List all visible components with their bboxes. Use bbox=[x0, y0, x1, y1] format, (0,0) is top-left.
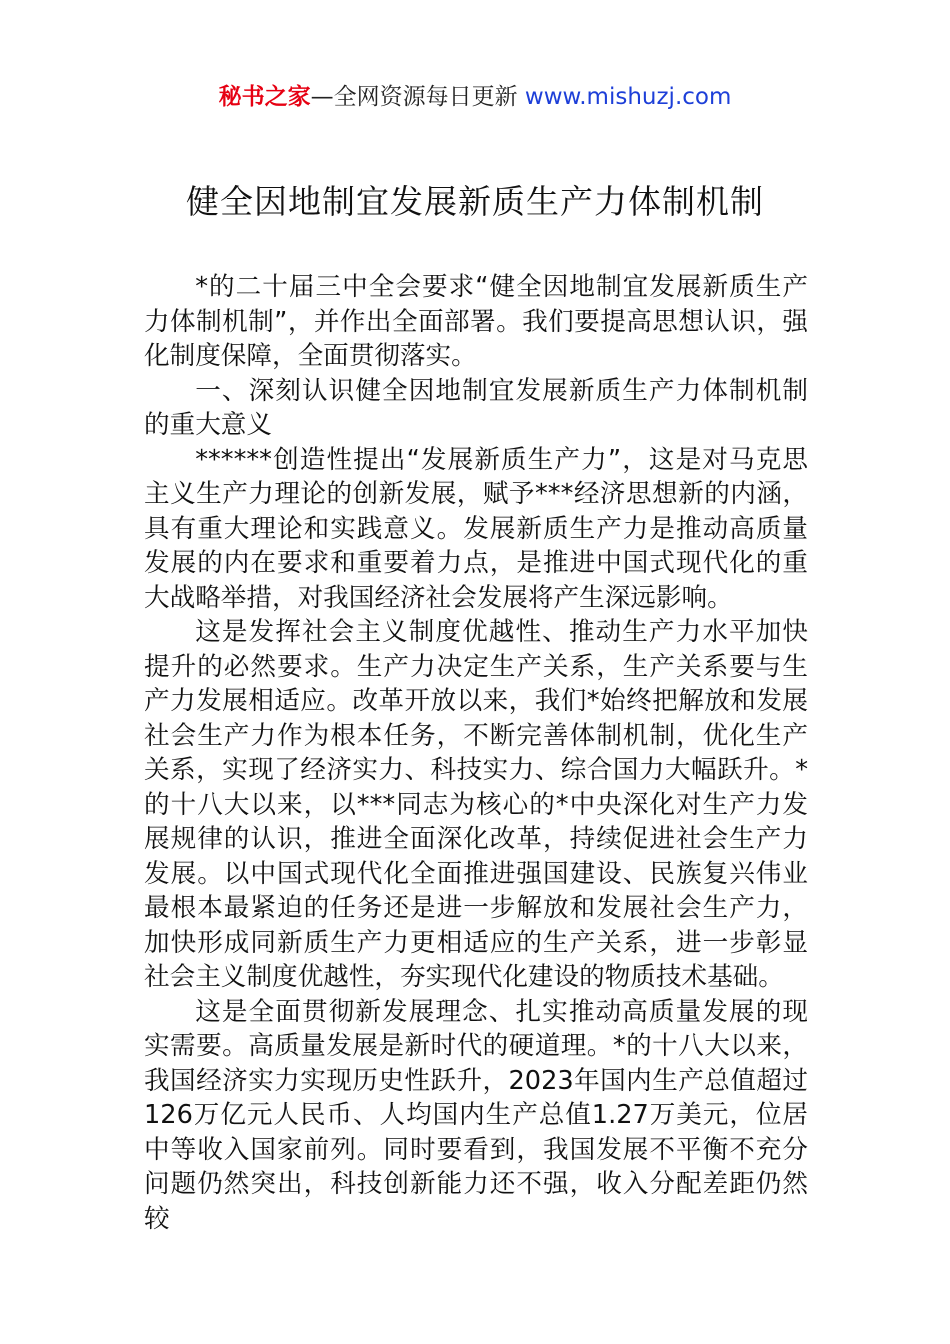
document-body bbox=[144, 270, 808, 1236]
site-brand: 秘书之家 bbox=[218, 84, 311, 110]
paragraph: 这是发挥社会主义制度优越性、推动生产力水平加快提升的必然要求。生产力决定生产关系，生产关系要与生产力发展相适应。改革开放以来，我们*始终把解放和发展社会生产力作为根本任务，不断完善体制机制，优化生产关系，实现了经济实力、科技实力、综合国力大幅跃升。*的十八大以来，以***同志为核心的*中央深化对生产力发展规律的认识，推进全面深化改革，持续促进社会生产力发展。以中国式现代化全面推进强国建设、民族复兴伟业最根本最紧迫的任务还是进一步解放和发展社会生产力，加快形成同新质生产力更相适应的生产关系，进一步彰显社会主义制度优越性，夯实现代化建设的物质技术基础。 bbox=[144, 617, 808, 992]
section-heading: 一、深刻认识健全因地制宜发展新质生产力体制机制的重大意义 bbox=[144, 375, 808, 440]
document-title: 健全因地制宜发展新质生产力体制机制 bbox=[186, 182, 764, 221]
site-tagline: —全网资源每日更新 bbox=[310, 84, 525, 110]
paragraph: ******创造性提出“发展新质生产力”，这是对马克思主义生产力理论的创新发展，赋予***经济思想新的内涵，具有重大理论和实践意义。发展新质生产力是推动高质量发展的内在要求和重要着力点，是推进中国式现代化的重大战略举措，对我国经济社会发展将产生深远影响。 bbox=[144, 444, 808, 613]
site-url-link[interactable]: www.mishuzj.com bbox=[524, 84, 732, 110]
paragraph: 这是全面贯彻新发展理念、扎实推动高质量发展的现实需要。高质量发展是新时代的硬道理。*的十八大以来，我国经济实力实现历史性跃升，2023年国内生产总值超过126万亿元人民币、人均国内生产总值1.27万美元，位居中等收入国家前列。同时要看到，我国发展不平衡不充分问题仍然突出，科技创新能力还不强，收入分配差距仍然较 bbox=[144, 996, 808, 1234]
paragraph-intro: *的二十届三中全会要求“健全因地制宜发展新质生产力体制机制”，并作出全面部署。我们要提高思想认识，强化制度保障，全面贯彻落实。 bbox=[144, 272, 808, 371]
site-header bbox=[0, 82, 950, 112]
